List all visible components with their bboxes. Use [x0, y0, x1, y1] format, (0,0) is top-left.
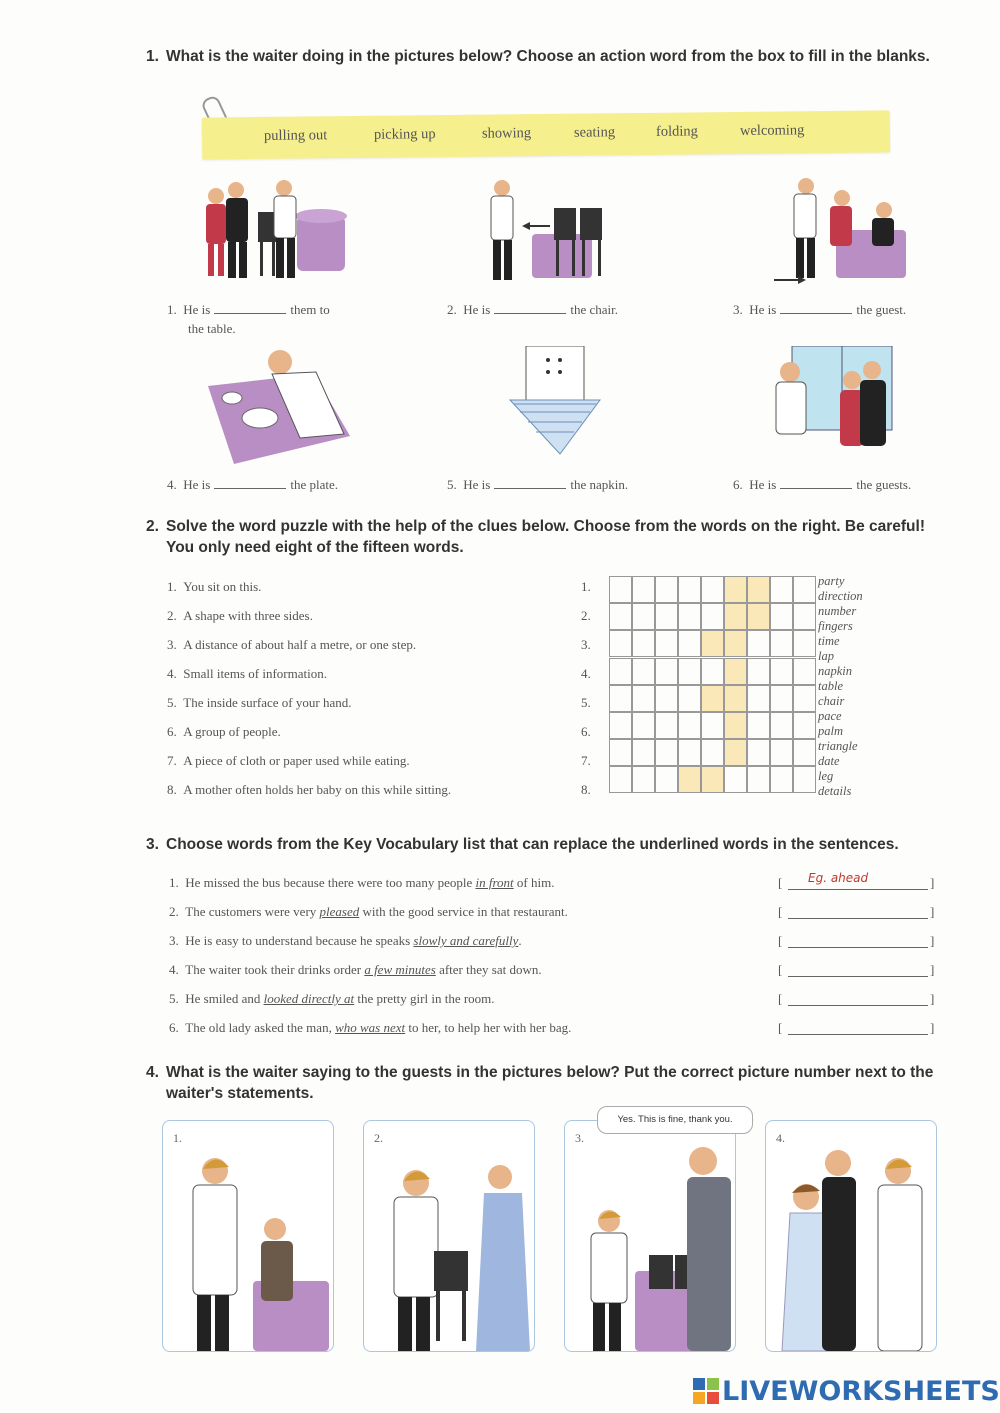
puzzle-cell[interactable]: [701, 766, 724, 793]
puzzle-cell[interactable]: [678, 766, 701, 793]
picture-panel-2: 2.: [363, 1120, 535, 1352]
clue-2: 2. A shape with three sides.: [167, 608, 313, 623]
liveworksheets-logo-icon: [693, 1378, 719, 1404]
sentence-4: 4. The waiter took their drinks order a few minutes after they sat down.: [169, 962, 542, 977]
puzzle-cell[interactable]: [609, 685, 632, 712]
illustration-waiter-chair: [482, 176, 622, 296]
puzzle-cell[interactable]: [609, 766, 632, 793]
sentence-3: 3. He is easy to understand because he speaks slowly and carefully.: [169, 933, 522, 948]
clue-4: 4. Small items of information.: [167, 666, 327, 681]
puzzle-cell[interactable]: [747, 766, 770, 793]
puzzle-cell[interactable]: [747, 576, 770, 603]
picture-panel-1: 1.: [162, 1120, 334, 1352]
puzzle-cell[interactable]: [747, 739, 770, 766]
puzzle-cell[interactable]: [655, 630, 678, 657]
puzzle-cell[interactable]: [793, 603, 816, 630]
illustration-waiter-plate: [204, 346, 354, 468]
puzzle-cell[interactable]: [747, 658, 770, 685]
waiter-scene-4: [766, 1121, 936, 1351]
puzzle-cell[interactable]: [747, 712, 770, 739]
puzzle-cell[interactable]: [609, 630, 632, 657]
blank-4[interactable]: [214, 478, 286, 489]
puzzle-cell[interactable]: [701, 739, 724, 766]
caption-1-cont: the table.: [188, 321, 236, 336]
sentence-1: 1. He missed the bus because there were too many people in front of him.: [169, 875, 555, 890]
word-box-item: folding: [655, 123, 698, 140]
puzzle-cell[interactable]: [724, 739, 747, 766]
blank-1[interactable]: [214, 303, 286, 314]
puzzle-cell[interactable]: [609, 739, 632, 766]
clue-5: 5. The inside surface of your hand.: [167, 695, 352, 710]
puzzle-cell[interactable]: [655, 576, 678, 603]
row-number: 5.: [581, 695, 591, 710]
blank-3[interactable]: [780, 303, 852, 314]
puzzle-cell[interactable]: [770, 603, 793, 630]
puzzle-cell[interactable]: [701, 576, 724, 603]
puzzle-cell[interactable]: [609, 712, 632, 739]
blank-6[interactable]: [780, 478, 852, 489]
puzzle-cell[interactable]: [609, 658, 632, 685]
sentence-2: 2. The customers were very pleased with the good service in that restaurant.: [169, 904, 568, 919]
puzzle-cell[interactable]: [770, 712, 793, 739]
caption-5: 5. He is the napkin.: [447, 477, 629, 492]
row-number: 7.: [581, 753, 591, 768]
puzzle-cell[interactable]: [793, 630, 816, 657]
puzzle-cell[interactable]: [770, 630, 793, 657]
section4-heading: 4. What is the waiter saying to the guests in the pictures below? Put the correct picture number next to the waiter's statements.: [146, 1064, 934, 1102]
puzzle-cell[interactable]: [770, 576, 793, 603]
puzzle-cell[interactable]: [655, 658, 678, 685]
puzzle-cell[interactable]: [793, 685, 816, 712]
caption-1: 1. He is them to: [167, 302, 330, 317]
puzzle-cell[interactable]: [793, 658, 816, 685]
puzzle-cell[interactable]: [701, 603, 724, 630]
puzzle-cell[interactable]: [701, 658, 724, 685]
puzzle-cell[interactable]: [724, 685, 747, 712]
puzzle-cell[interactable]: [724, 603, 747, 630]
puzzle-cell[interactable]: [724, 766, 747, 793]
waiter-scene-2: [364, 1121, 534, 1351]
puzzle-cell[interactable]: [609, 576, 632, 603]
puzzle-cell[interactable]: [655, 685, 678, 712]
clue-8: 8. A mother often holds her baby on this while sitting.: [167, 782, 452, 797]
footer-brand: LIVEWORKSHEETS: [722, 1376, 1000, 1407]
puzzle-cell[interactable]: [770, 739, 793, 766]
row-number: 1.: [581, 579, 591, 594]
section3-heading: 3. Choose words from the Key Vocabulary list that can replace the underlined words in the sentences.: [146, 836, 899, 853]
puzzle-cell[interactable]: [609, 603, 632, 630]
word-box-item: seating: [573, 124, 616, 141]
caption-4: 4. He is the plate.: [167, 477, 338, 492]
section1-heading: 1. What is the waiter doing in the pictures below? Choose an action word from the box to fill in the blanks.: [146, 48, 930, 65]
caption-2: 2. He is the chair.: [447, 302, 618, 317]
puzzle-cell[interactable]: [655, 766, 678, 793]
puzzle-cell[interactable]: [793, 712, 816, 739]
row-number: 8.: [581, 782, 591, 797]
puzzle-cell[interactable]: [678, 576, 701, 603]
word-box-item: welcoming: [739, 122, 805, 139]
puzzle-cell[interactable]: [678, 658, 701, 685]
puzzle-cell[interactable]: [747, 630, 770, 657]
puzzle-cell[interactable]: [701, 685, 724, 712]
puzzle-cell[interactable]: [724, 712, 747, 739]
clue-7: 7. A piece of cloth or paper used while eating.: [167, 753, 410, 768]
section2-heading: 2. Solve the word puzzle with the help of the clues below. Choose from the words on the right. Be careful! You only need eight of the fifteen words.: [146, 518, 925, 556]
puzzle-cell[interactable]: [747, 685, 770, 712]
caption-6: 6. He is the guests.: [733, 477, 912, 492]
word-list: party direction number fingers time lap napkin table chair pace palm triangle date leg details: [818, 574, 863, 798]
puzzle-cell[interactable]: [770, 685, 793, 712]
clue-1: 1. You sit on this.: [167, 579, 262, 594]
illustration-waiter-seating: [766, 174, 916, 296]
puzzle-cell[interactable]: [793, 576, 816, 603]
word-box-item: showing: [481, 125, 532, 142]
speech-bubble: Yes. This is fine, thank you.: [597, 1106, 753, 1134]
puzzle-cell[interactable]: [632, 712, 655, 739]
worksheet-page: 1. What is the waiter doing in the pictures below? Choose an action word from the box to fill in the blanks. pulling out picking up showing seating folding welcoming 1. He is them to the table. 2. He is the chair. 3. He is the guest. 4. He is the plate. 5. He is the napkin. 6. He is the guests. 2. Solve the word puzzle with the help of the clues below. Choose from the words on the right. Be careful! You only need eight of the fifteen words. 1. You sit on this. 2. A shape with three sides. 3. A distance of about half a metre, or one step. 4. Small items of information. 5. The inside surface of your hand. 6. A group of people. 7. A piece of cloth or paper used while eating. 8. A mother often holds her baby on this while sitting. 1. 2. 3. 4. 5. 6. 7. 8. party direction number fingers time lap napkin table chair pace palm triangle date leg details 3. Choose words from the Key Vocabulary list that can replace the underlined words in the sentences. 1. He missed the bus because there were too many people in front of him. 2. The customers were very pleased with the good service in that restaurant. 3. He is easy to understand because he speaks slowly and carefully. 4. The waiter took their drinks order a few minutes after they sat down. 5. He smiled and looked directly at the pretty girl in the room. 6. The old lady asked the man, who was next to her, to help her with her bag. [ Eg. ahead ] [ ] [ ] [ ] [ ] [ ] 4. What is the waiter saying to the guests in the pictures below? Put the correct picture number next to the waiter's statements. 1. 2. 3. 4. Yes. This is fine, thank you. LIVEWORKSHEETS: [0, 0, 1000, 1413]
row-number: 2.: [581, 608, 591, 623]
illustration-waiter-showing: [192, 176, 362, 296]
blank-5[interactable]: [494, 478, 566, 489]
puzzle-cell[interactable]: [632, 576, 655, 603]
waiter-scene-3: [565, 1121, 735, 1351]
puzzle-cell[interactable]: [793, 766, 816, 793]
puzzle-cell[interactable]: [632, 658, 655, 685]
word-box: [202, 110, 890, 159]
puzzle-cell[interactable]: [632, 685, 655, 712]
puzzle-cell[interactable]: [632, 630, 655, 657]
clue-6: 6. A group of people.: [167, 724, 281, 739]
puzzle-cell[interactable]: [655, 712, 678, 739]
puzzle-cell[interactable]: [701, 630, 724, 657]
blank-2[interactable]: [494, 303, 566, 314]
puzzle-cell[interactable]: [793, 739, 816, 766]
waiter-scene-1: [163, 1121, 333, 1351]
puzzle-cell[interactable]: [678, 739, 701, 766]
sentence-6: 6. The old lady asked the man, who was next to her, to help her with her bag.: [169, 1020, 572, 1035]
row-number: 3.: [581, 637, 591, 652]
picture-panel-3: 3.: [564, 1120, 736, 1352]
puzzle-cell[interactable]: [724, 658, 747, 685]
puzzle-cell[interactable]: [678, 630, 701, 657]
caption-3: 3. He is the guest.: [733, 302, 907, 317]
puzzle-cell[interactable]: [632, 603, 655, 630]
puzzle-cell[interactable]: [678, 685, 701, 712]
illustration-waiter-welcoming: [768, 346, 896, 468]
row-number: 6.: [581, 724, 591, 739]
word-box-item: picking up: [373, 126, 436, 143]
picture-panel-4: 4.: [765, 1120, 937, 1352]
clue-3: 3. A distance of about half a metre, or one step.: [167, 637, 417, 652]
puzzle-cell[interactable]: [747, 603, 770, 630]
puzzle-cell[interactable]: [724, 576, 747, 603]
puzzle-cell[interactable]: [770, 658, 793, 685]
puzzle-cell[interactable]: [724, 630, 747, 657]
puzzle-cell[interactable]: [770, 766, 793, 793]
illustration-waiter-napkin: [490, 346, 620, 468]
puzzle-cell[interactable]: [655, 739, 678, 766]
puzzle-cell[interactable]: [701, 712, 724, 739]
puzzle-cell[interactable]: [632, 766, 655, 793]
puzzle-cell[interactable]: [632, 739, 655, 766]
puzzle-cell[interactable]: [678, 603, 701, 630]
puzzle-cell[interactable]: [678, 712, 701, 739]
word-box-item: pulling out: [263, 127, 328, 144]
row-number: 4.: [581, 666, 591, 681]
puzzle-cell[interactable]: [655, 603, 678, 630]
sentence-5: 5. He smiled and looked directly at the pretty girl in the room.: [169, 991, 495, 1006]
